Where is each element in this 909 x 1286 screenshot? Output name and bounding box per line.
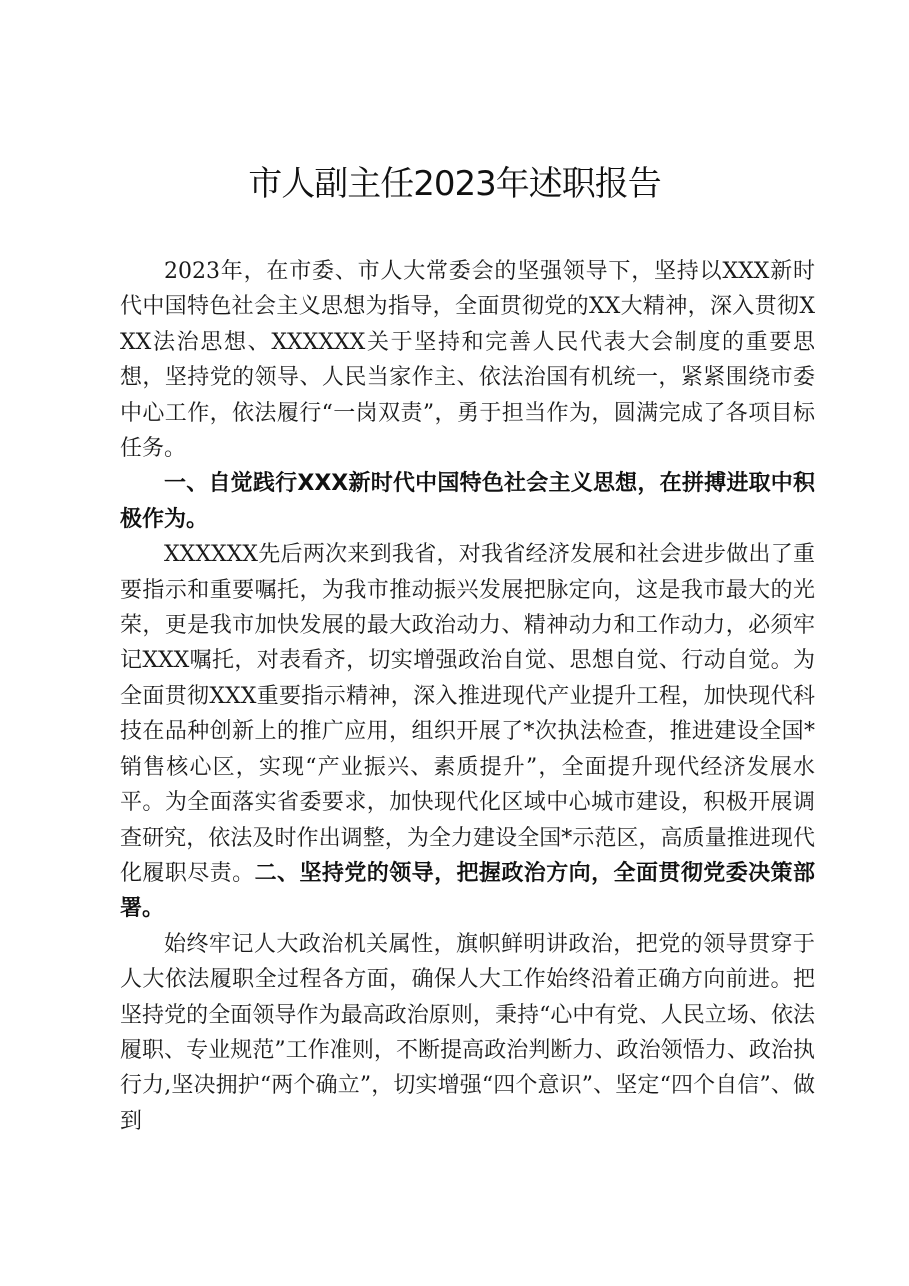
section-heading-1 xyxy=(120,466,815,537)
paragraph-section-1 xyxy=(120,537,815,926)
heading-text: 一、自觉践行XXX新时代中国特色社会主义思想，在拼搏进取中积极作为。 xyxy=(120,471,815,532)
document-title: 市人副主任2023年述职报告 xyxy=(248,164,661,204)
paragraph-text: 2023年，在市委、市人大常委会的坚强领导下，坚持以XXX新时代中国特色社会主义思想为指导，全面贯彻党的XX大精神，深入贯彻XXX法治思想、XXXXXX关于坚持和完善人民代表大会制度的重要思想，坚持党的领导、人民当家作主、依法治国有机统一，紧紧围绕市委中心工作，依法履行“一岗双责”，勇于担当作为，圆满完成了各项目标任务。 xyxy=(120,259,815,462)
section-heading-2: 二、坚持党的领导，把握政治方向，全面贯彻党委决策部署。 xyxy=(120,860,815,922)
paragraph-text: 始终牢记人大政治机关属性，旗帜鲜明讲政治，把党的领导贯穿于人大依法履职全过程各方面，确保人大工作始终沿着正确方向前进。把坚持党的全面领导作为最高政治原则，秉持“心中有党、人民立场、依法履职、专业规范”工作准则，不断提高政治判断力、政治领悟力、政治执行力,坚决拥护“两个确立”，切实增强“四个意识”、坚定“四个自信”、做到 xyxy=(120,931,815,1134)
document-body xyxy=(120,254,815,1139)
paragraph-text: XXXXXX先后两次来到我省，对我省经济发展和社会进步做出了重要指示和重要嘱托，为我市推动振兴发展把脉定向，这是我市最大的光荣，更是我市加快发展的最大政治动力、精神动力和工作动力，必须牢记XXX嘱托，对表看齐，切实增强政治自觉、思想自觉、行动自觉。为全面贯彻XXX重要指示精神，深入推进现代产业提升工程，加快现代科技在品种创新上的推广应用，组织开展了*次执法检查，推进建设全国*销售核心区，实现“产业振兴、素质提升”，全面提升现代经济发展水平。为全面落实省委要求，加快现代化区域中心城市建设，积极开展调查研究，依法及时作出调整，为全力建设全国*示范区，高质量推进现代化履职尽责。 xyxy=(120,542,815,886)
paragraph-intro xyxy=(120,254,815,466)
paragraph-section-2 xyxy=(120,927,815,1139)
